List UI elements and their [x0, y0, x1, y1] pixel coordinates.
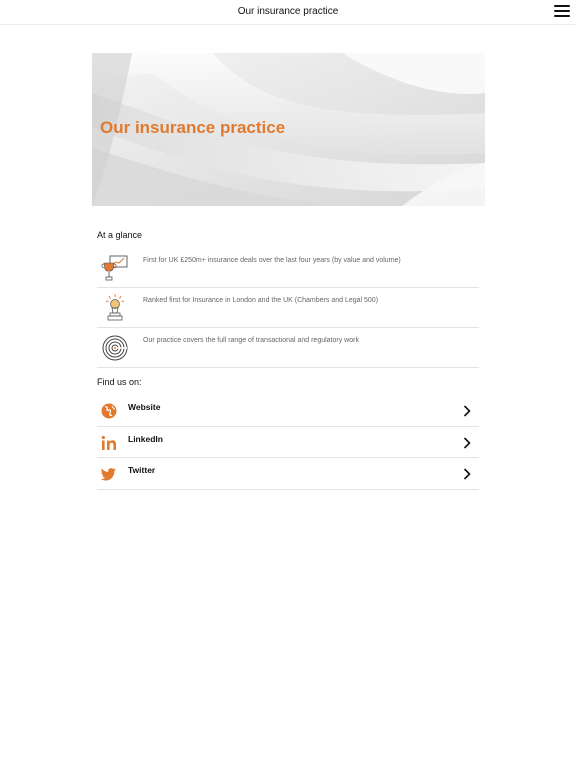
- target-spiral-icon: [101, 333, 129, 363]
- globe-icon: [101, 403, 117, 419]
- at-a-glance-heading: At a glance: [97, 230, 143, 240]
- social-links-list: [97, 395, 479, 490]
- trophy-chart-icon: [101, 253, 129, 283]
- social-label: Website: [128, 402, 161, 412]
- social-label: LinkedIn: [128, 433, 163, 444]
- twitter-link[interactable]: [97, 458, 479, 490]
- glance-text: Ranked first for Insurance in London and the UK (Chambers and Legal 500): [143, 297, 379, 304]
- hamburger-menu-icon[interactable]: [554, 5, 570, 19]
- list-item: [97, 248, 479, 288]
- at-a-glance-list: [97, 248, 479, 368]
- list-item: [97, 328, 479, 368]
- hero-title: Our insurance practice: [100, 118, 286, 137]
- award-trophy-icon: [101, 293, 129, 323]
- website-link[interactable]: [97, 395, 479, 427]
- chevron-right-icon: [463, 468, 471, 480]
- twitter-icon: [101, 466, 117, 482]
- social-label: Twitter: [128, 465, 156, 475]
- top-bar: [0, 0, 576, 25]
- chevron-right-icon: [463, 405, 471, 417]
- page-title: Our insurance practice: [237, 6, 339, 17]
- chevron-right-icon: [463, 437, 471, 449]
- glance-text: Our practice covers the full range of transactional and regulatory work: [143, 337, 359, 344]
- glance-text: First for UK £250m+ insurance deals over the last four years (by value and volume): [143, 257, 401, 264]
- list-item: [97, 288, 479, 328]
- linkedin-icon: [101, 435, 117, 451]
- find-us-heading: Find us on:: [97, 377, 142, 387]
- hero-banner: [92, 53, 485, 206]
- linkedin-link[interactable]: [97, 427, 479, 459]
